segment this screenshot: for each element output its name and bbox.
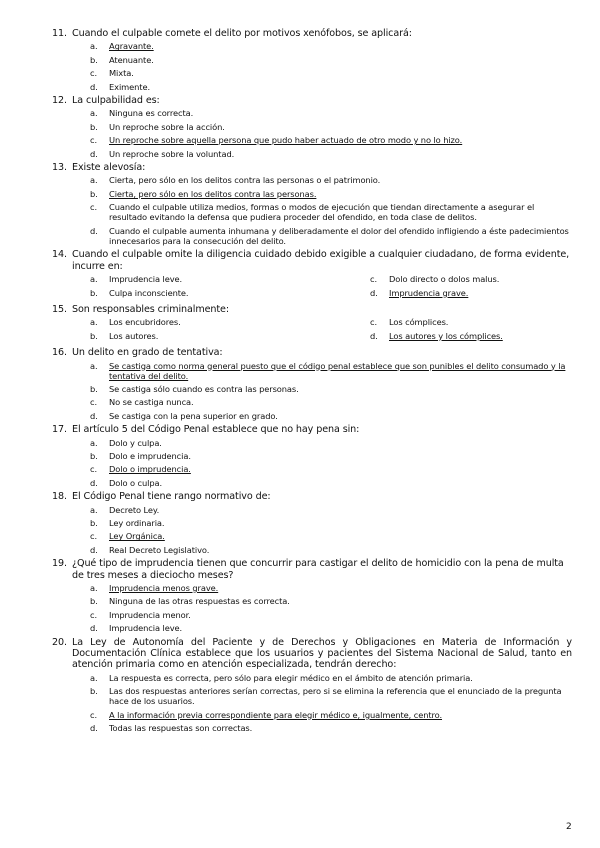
option-item	[72, 331, 352, 341]
option-letter: a.	[90, 360, 98, 371]
option-item	[72, 610, 572, 620]
option-text: Imprudencia grave.	[389, 287, 469, 298]
options-list	[72, 505, 572, 555]
option-item	[72, 122, 572, 132]
question-stem: Son responsables criminalmente:	[72, 303, 229, 315]
option-text: Ninguna es correcta.	[109, 108, 194, 119]
option-item	[72, 723, 572, 733]
question-number: 13.	[52, 161, 67, 173]
option-letter: a.	[90, 672, 98, 683]
page-number: 2	[566, 822, 572, 832]
option-letter: a.	[90, 274, 98, 285]
option-letter: d.	[90, 477, 98, 488]
options-list	[72, 438, 572, 488]
option-correct	[72, 189, 572, 199]
option-text: Real Decreto Legislativo.	[109, 544, 210, 555]
question-stem: El Código Penal tiene rango normativo de:	[72, 491, 271, 503]
question-number: 16.	[52, 347, 67, 359]
question-11	[52, 28, 572, 92]
option-correct	[72, 583, 572, 593]
option-item	[72, 288, 352, 298]
option-item	[72, 686, 572, 706]
question-stem: Un delito en grado de tentativa:	[72, 347, 223, 359]
option-text: Los autores y los cómplices.	[389, 330, 503, 341]
option-text: Cierta, pero sólo en los delitos contra las personas.	[109, 188, 317, 199]
option-letter: a.	[90, 41, 98, 52]
option-item	[72, 82, 572, 92]
option-text: Un reproche sobre la acción.	[109, 121, 225, 132]
question-number: 11.	[52, 28, 67, 39]
option-letter: d.	[90, 544, 98, 555]
option-text: Se castiga como norma general puesto que el código penal establece que son punibles el delito consumado y la tentativa del delito.	[109, 360, 566, 381]
option-text: Se castiga sólo cuando es contra las personas.	[109, 384, 299, 395]
option-letter: d.	[90, 148, 98, 159]
option-correct	[72, 464, 572, 474]
option-text: Decreto Ley.	[109, 504, 160, 515]
option-letter: c.	[90, 68, 97, 79]
option-item	[72, 397, 572, 407]
option-item	[72, 518, 572, 528]
option-text: Las dos respuestas anteriores serían correctas, pero si se elimina la referencia que el enunciado de la pregunta hace de los usuarios.	[109, 686, 562, 707]
question-stem: Cuando el culpable omite la diligencia cuidado debido exigible a cualquier ciudadano, de forma evidente, incurre en:	[72, 249, 570, 272]
option-correct	[352, 331, 592, 341]
option-correct	[72, 710, 572, 720]
question-number: 12.	[52, 94, 67, 106]
option-text: Los cómplices.	[389, 317, 449, 328]
option-text: Cierta, pero sólo en los delitos contra las personas o el patrimonio.	[109, 175, 381, 186]
option-text: Mixta.	[109, 68, 134, 79]
option-text: Un reproche sobre la voluntad.	[109, 148, 235, 159]
option-text: Ninguna de las otras respuestas es correcta.	[109, 596, 290, 607]
question-stem: La culpabilidad es:	[72, 94, 160, 106]
option-letter: a.	[90, 437, 98, 448]
question-15	[52, 304, 572, 344]
option-letter: c.	[90, 135, 97, 146]
option-item	[72, 673, 572, 683]
option-letter: c.	[90, 464, 97, 475]
question-13	[52, 162, 572, 246]
option-letter: a.	[90, 108, 98, 119]
option-letter: b.	[90, 188, 98, 199]
option-text: Dolo directo o dolos malus.	[389, 274, 500, 285]
question-number: 19.	[52, 558, 67, 570]
option-item	[72, 596, 572, 606]
option-letter: d.	[90, 623, 98, 634]
option-letter: b.	[90, 384, 98, 395]
option-letter: b.	[90, 451, 98, 462]
option-item	[72, 438, 572, 448]
option-item	[72, 68, 572, 78]
option-letter: a.	[90, 504, 98, 515]
option-correct	[72, 531, 572, 541]
option-item	[72, 175, 572, 185]
option-text: Dolo y culpa.	[109, 437, 162, 448]
option-letter: b.	[90, 330, 98, 341]
question-stem: ¿Qué tipo de imprudencia tienen que concurrir para castigar el delito de homicidio con la pena de multa de tres meses a dieciocho meses?	[72, 558, 564, 581]
question-20	[52, 637, 572, 734]
option-letter: a.	[90, 583, 98, 594]
question-14	[52, 249, 572, 301]
option-item	[72, 545, 572, 555]
option-text: Culpa inconsciente.	[109, 287, 189, 298]
question-12	[52, 95, 572, 159]
option-text: Los encubridores.	[109, 317, 181, 328]
option-item	[72, 149, 572, 159]
option-letter: c.	[90, 397, 97, 408]
option-text: Ley ordinaria.	[109, 518, 165, 529]
option-correct	[72, 361, 572, 381]
question-number: 18.	[52, 491, 67, 503]
option-letter: d.	[370, 330, 378, 341]
option-letter: c.	[370, 274, 377, 285]
option-item	[352, 274, 592, 284]
options-list	[72, 274, 572, 301]
option-letter: b.	[90, 596, 98, 607]
option-letter: c.	[90, 531, 97, 542]
question-18	[52, 491, 572, 555]
option-text: Los autores.	[109, 330, 159, 341]
question-17	[52, 424, 572, 488]
question-stem: El artículo 5 del Código Penal establece que no hay pena sin:	[72, 424, 360, 436]
option-text: Imprudencia leve.	[109, 274, 183, 285]
option-text: Se castiga con la pena superior en grado.	[109, 410, 278, 421]
option-item	[72, 317, 352, 327]
option-letter: b.	[90, 518, 98, 529]
question-16	[52, 347, 572, 421]
option-correct	[72, 135, 572, 145]
option-letter: a.	[90, 175, 98, 186]
option-correct	[72, 41, 572, 51]
option-letter: c.	[90, 609, 97, 620]
option-correct	[352, 288, 592, 298]
options-list	[72, 175, 572, 246]
options-list	[72, 41, 572, 91]
option-item	[72, 226, 572, 246]
option-item	[72, 505, 572, 515]
option-letter: b.	[90, 54, 98, 65]
option-item	[352, 317, 592, 327]
option-text: Un reproche sobre aquella persona que pudo haber actuado de otro modo y no lo hizo.	[109, 135, 463, 146]
question-number: 15.	[52, 303, 67, 315]
option-item	[72, 623, 572, 633]
question-number: 17.	[52, 424, 67, 436]
option-letter: b.	[90, 287, 98, 298]
option-letter: d.	[90, 225, 98, 236]
option-text: Imprudencia menos grave.	[109, 583, 219, 594]
option-letter: c.	[90, 202, 97, 213]
option-text: Dolo o imprudencia.	[109, 464, 191, 475]
option-item	[72, 108, 572, 118]
option-item	[72, 55, 572, 65]
option-text: A la información previa correspondiente para elegir médico e, igualmente, centro.	[109, 709, 443, 720]
question-number: 20.	[52, 636, 67, 648]
options-list	[72, 583, 572, 633]
question-stem: Existe alevosía:	[72, 161, 146, 173]
option-letter: d.	[90, 410, 98, 421]
option-item	[72, 202, 572, 222]
option-letter: d.	[90, 81, 98, 92]
exam-page	[52, 28, 572, 737]
option-text: Agravante.	[109, 41, 154, 52]
options-list	[72, 361, 572, 422]
option-letter: c.	[90, 709, 97, 720]
option-text: Ley Orgánica.	[109, 531, 165, 542]
question-number: 14.	[52, 249, 67, 261]
options-list	[72, 108, 572, 158]
option-letter: b.	[90, 686, 98, 697]
option-text: La respuesta es correcta, pero sólo para elegir médico en el ámbito de atención primaria.	[109, 672, 473, 683]
option-text: Dolo o culpa.	[109, 477, 163, 488]
option-item	[72, 274, 352, 284]
option-text: Imprudencia menor.	[109, 609, 191, 620]
option-text: Imprudencia leve.	[109, 623, 183, 634]
option-text: Todas las respuestas son correctas.	[109, 723, 253, 734]
option-item	[72, 411, 572, 421]
option-text: Dolo e imprudencia.	[109, 451, 191, 462]
option-letter: b.	[90, 121, 98, 132]
option-text: Atenuante.	[109, 54, 154, 65]
question-stem: La Ley de Autonomía del Paciente y de Derechos y Obligaciones en Materia de Información y Documentación Clínica establece que los usuarios y pacientes del Sistema Nacional de Salud, tanto en atención primaria como en atención especializada, tendrán derecho:	[72, 636, 572, 671]
option-item	[72, 384, 572, 394]
option-text: Cuando el culpable utiliza medios, formas o modos de ejecución que tiendan directamente a asegurar el resultado evitando la defensa que pudiera proceder del ofendido, en toda clase de delitos.	[109, 202, 535, 223]
option-letter: d.	[90, 723, 98, 734]
option-letter: c.	[370, 317, 377, 328]
option-letter: a.	[90, 317, 98, 328]
option-item	[72, 478, 572, 488]
options-list	[72, 673, 572, 734]
question-19	[52, 558, 572, 633]
option-item	[72, 451, 572, 461]
option-text: No se castiga nunca.	[109, 397, 194, 408]
option-text: Cuando el culpable aumenta inhumana y deliberadamente el dolor del ofendido infligiendo a éste padecimientos innecesarios para la consecución del delito.	[109, 225, 569, 246]
option-text: Eximente.	[109, 81, 150, 92]
options-list	[72, 317, 572, 344]
option-letter: d.	[370, 287, 378, 298]
question-stem: Cuando el culpable comete el delito por motivos xenófobos, se aplicará:	[72, 28, 412, 39]
